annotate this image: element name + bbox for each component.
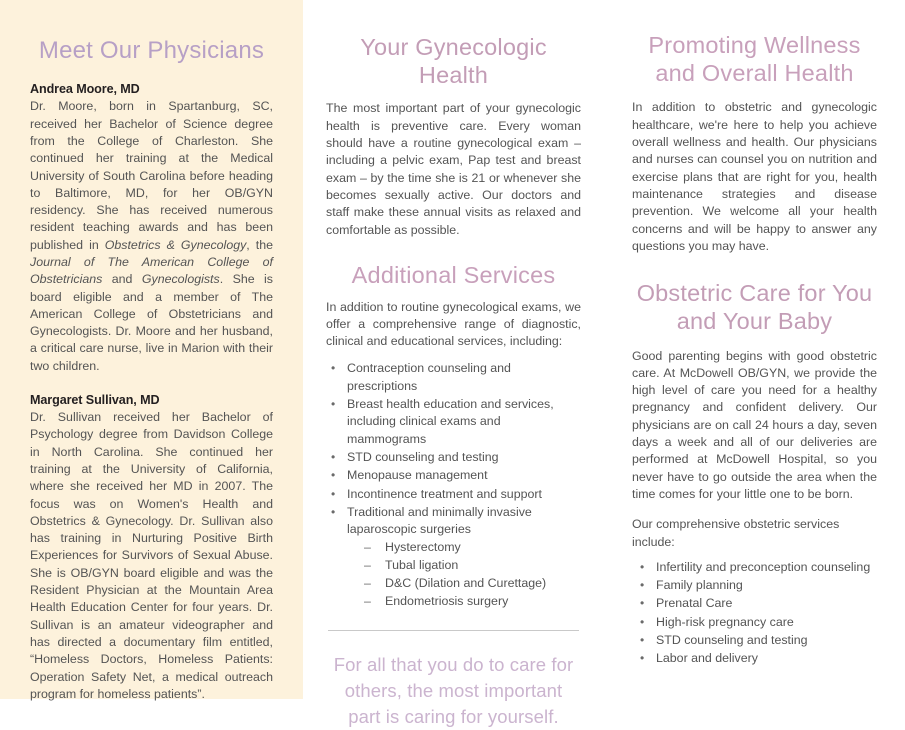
section-text-promoting-wellness: In addition to obstetric and gynecologic healthcare, we're here to help you achieve overall wellness and health. Our physicians and nurses can counsel you on nutrition and exercise plans that are right for you, health maintenance strategies and disease prevention. We welcome all your health concerns and will be happy to answer any questions you may have.	[632, 100, 877, 253]
page-title-meet-our-physicians: Meet Our Physicians	[38, 37, 265, 64]
list-item-label: Prenatal Care	[656, 596, 733, 611]
list-item-label: Infertility and preconception counseling	[656, 559, 871, 574]
list-item-label: Family planning	[656, 578, 743, 593]
list-item	[326, 360, 581, 395]
dash-bullet-icon: –	[364, 540, 371, 555]
section-text-additional-services-intro: In addition to routine gynecological exams, we offer a comprehensive range of diagnostic, clinical and educational services, including:	[326, 299, 581, 349]
bio-text-segment: . She is board eligible and a member of The American College of Obstetricians and Gynecologists. Dr. Moore and her husband, a critical care nurse, live in Marion with their two children.	[30, 272, 273, 373]
laparoscopic-surgeries-sublist	[347, 538, 581, 610]
sub-list-item-label: Hysterectomy	[385, 540, 461, 555]
list-item	[632, 650, 877, 667]
list-item-label: Breast health education and services, including clinical exams and mammograms	[347, 397, 554, 446]
list-item-label: STD counseling and testing	[347, 449, 499, 464]
physician-bio-text: Dr. Sullivan received her Bachelor of Psychology degree from Davidson College in North Carolina. She continued her training at the University of California, where she received her MD in 2007. The focus was on Women's Health and Obstetrics & Gynecology. Dr. Sullivan also has training in Nurturing Positive Birth Experiences for Survivors of Sexual Abuse. She is OB/GYN board eligible and was the Resident Physician at the Mountain Area Health Education Center for four years. Dr. Sullivan is an amateur videographer and has directed a documentary film entitled, “Homeless Doctors, Homeless Patients: Operation Safety Net, a medical outreach program for homeless patients”.	[30, 410, 273, 701]
sub-list-item-label: Tubal ligation	[385, 558, 459, 573]
bullet-dot-icon: •	[331, 449, 336, 464]
bullet-dot-icon: •	[331, 486, 336, 501]
section-heading-additional-services: Additional Services	[351, 261, 556, 288]
list-item	[632, 577, 877, 594]
list-item	[326, 486, 581, 503]
list-item	[632, 595, 877, 612]
right-column-panel	[604, 0, 905, 699]
bio-italic-journal-title: Gynecologists	[141, 272, 220, 287]
section-heading-your-gynecologic-health: Your Gynecologic Health	[360, 34, 547, 88]
additional-services-list	[326, 360, 581, 610]
physician-bio-text	[30, 98, 273, 375]
left-column-panel	[0, 0, 303, 699]
sub-list-item-label: D&C (Dilation and Curettage)	[385, 576, 547, 591]
bullet-dot-icon: •	[640, 578, 645, 593]
list-item	[326, 504, 581, 611]
dash-bullet-icon: –	[364, 576, 371, 591]
list-item	[326, 449, 581, 466]
physician-name: Margaret Sullivan, MD	[30, 393, 160, 408]
physician-name: Andrea Moore, MD	[30, 82, 140, 97]
bullet-dot-icon: •	[640, 559, 645, 574]
bullet-dot-icon: •	[331, 397, 336, 412]
list-item-label: Labor and delivery	[656, 651, 758, 666]
list-item-label: Contraception counseling and prescriptions	[347, 361, 511, 393]
bio-text-segment: , the	[246, 237, 273, 252]
list-item	[632, 632, 877, 649]
list-item-label: High-risk pregnancy care	[656, 614, 794, 629]
section-text-obstetric-care: Good parenting begins with good obstetric care. At McDowell OB/GYN, we provide the high level of care you need for a healthy pregnancy and confident delivery. Our physicians are on call 24 hours a day, seven days a week and all of our deliveries are performed at McDowell Hospital, so you never have to go outside the area when the time comes for your little one to be born.	[632, 348, 877, 501]
physician-bio-block	[30, 393, 273, 703]
section-text-gynecologic-health: The most important part of your gynecologic health is preventive care. Every woman should have a routine gynecological exam – including a pelvic exam, Pap test and breast exam – by the time she is 21 or whenever she becomes sexually active. Our doctors and staff make these annual visits as relaxed and comfortable as possible.	[326, 101, 581, 237]
sub-list-item	[347, 574, 581, 592]
pull-quote-divider	[328, 630, 579, 631]
list-item	[326, 396, 581, 448]
sub-list-item	[347, 556, 581, 574]
obstetric-services-lead-in: Our comprehensive obstetric services include:	[632, 517, 840, 549]
bio-italic-journal-title: Journal of The American College of Obstetricians	[30, 254, 273, 287]
dash-bullet-icon: –	[364, 558, 371, 573]
section-heading-promoting-wellness: Promoting Wellness and Overall Health	[648, 32, 861, 86]
sub-list-item-label: Endometriosis surgery	[385, 594, 509, 609]
physician-bio-block	[30, 82, 273, 375]
list-item-label: Traditional and minimally invasive laparoscopic surgeries	[347, 504, 532, 537]
bio-italic-journal-title: Obstetrics & Gynecology	[104, 237, 247, 252]
bullet-dot-icon: •	[640, 596, 645, 611]
sub-list-item	[347, 538, 581, 556]
bio-text-segment: Dr. Moore, born in Spartanburg, SC, received her Bachelor of Science degree from the College of Charleston. She continued her training at the Medical University of South Carolina before heading to Baltimore, MD, for her OB/GYN residency. She has received numerous resident teaching awards and has been published in	[30, 99, 273, 252]
bio-text-segment: and	[102, 272, 142, 287]
list-item	[632, 614, 877, 631]
pull-quote-text: For all that you do to care for others, the most important part is caring for yourself.	[333, 654, 574, 728]
list-item	[326, 467, 581, 484]
list-item-label: Incontinence treatment and support	[347, 486, 542, 501]
middle-column-panel	[303, 0, 604, 728]
obstetric-services-list	[632, 559, 877, 668]
list-item	[632, 559, 877, 576]
bullet-dot-icon: •	[331, 468, 336, 483]
bullet-dot-icon: •	[331, 361, 336, 376]
list-item-label: STD counseling and testing	[656, 633, 808, 647]
bullet-dot-icon: •	[331, 504, 336, 519]
dash-bullet-icon: –	[364, 594, 371, 609]
section-heading-obstetric-care: Obstetric Care for You and Your Baby	[636, 280, 873, 334]
sub-list-item	[347, 592, 581, 610]
bullet-dot-icon: •	[640, 614, 645, 629]
bullet-dot-icon: •	[640, 651, 645, 666]
bullet-dot-icon: •	[640, 633, 645, 647]
list-item-label: Menopause management	[347, 468, 488, 483]
